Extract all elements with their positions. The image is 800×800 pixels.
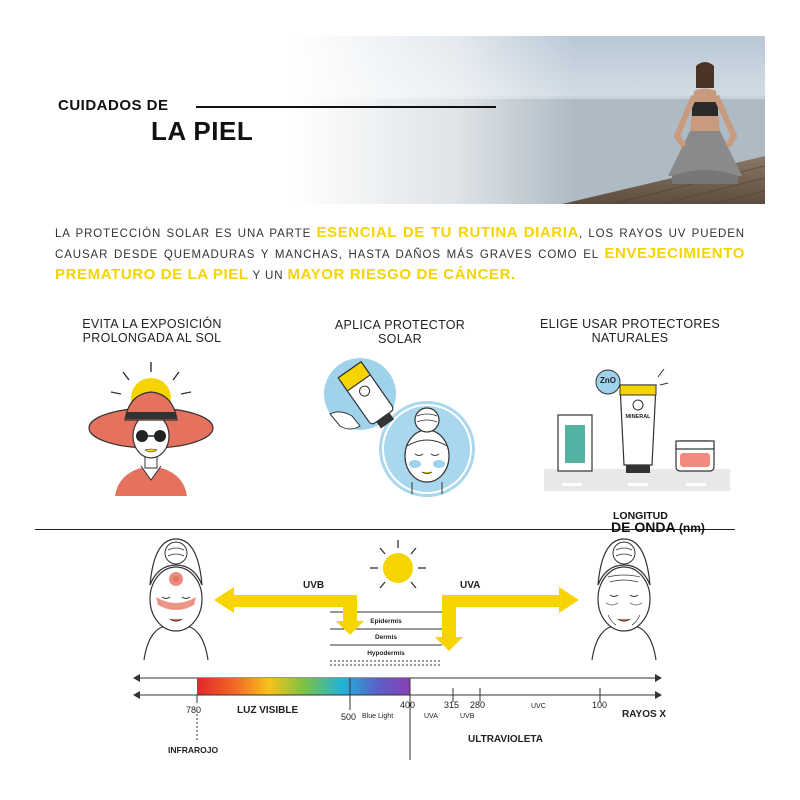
layer-hypodermis: Hypodermis [367,650,405,657]
tip-2-line-2: SOLAR [378,332,422,346]
tick-280: 280 [470,700,486,710]
tip-1-title [62,317,242,345]
label-ultravioleta: ULTRAVIOLETA [468,734,543,745]
zno-label: ZnO [600,376,616,385]
uva-label: UVA [460,580,481,591]
intro-text-1: LA PROTECCIÓN SOLAR ES UNA PARTE [55,228,317,240]
label-uva-small: UVA [424,713,438,720]
intro-paragraph [55,223,745,286]
tip-3-line-1: ELIGE USAR PROTECTORES [539,317,721,331]
layer-epidermis: Epidermis [370,618,402,625]
tip-3-line-2: NATURALES [591,331,669,345]
intro-text-3: Y UN [248,270,288,282]
layer-dermis: Dermis [374,634,398,641]
title-line-2: LA PIEL [151,116,254,146]
label-uvb-small: UVB [460,713,475,720]
label-blue-light: Blue Light [362,713,394,720]
tip-1-line-1: EVITA LA EXPOSICIÓN [82,317,222,331]
natural-products-icon [540,365,732,495]
tip-2-line-1: APLICA PROTECTOR [334,318,466,332]
uv-penetration-diagram [210,585,585,670]
tick-100: 100 [592,700,608,710]
intro-highlight-1: ESENCIAL DE TU RUTINA DIARIA [316,224,579,241]
tip-3-title [530,317,730,345]
uvb-damaged-face-icon [140,535,212,660]
tick-400: 400 [400,700,416,710]
title-line-1: CUIDADOS DE [58,97,169,114]
wavelength-title-text: DE ONDA [611,519,676,535]
tip-2-title [310,318,490,346]
intro-highlight-2: ENVEJECIMIENTO PREMATURO DE LA PIEL [55,245,745,283]
label-luz-visible: LUZ VISIBLE [237,705,299,716]
sun-hat-woman-icon [85,358,215,496]
wavelength-unit: (nm) [678,521,705,535]
intro-text-2: , LOS RAYOS UV PUEDEN CAUSAR DESDE QUEMADURAS Y MANCHAS, HASTA DAÑOS MÁS GRAVES COMO EL [55,228,745,261]
label-infrarojo: INFRAROJO [168,745,219,755]
uva-aged-face-icon [588,535,660,660]
wavelength-title-line-1: LONGITUD [613,510,668,522]
tick-315: 315 [444,700,460,710]
title-underline [196,106,496,108]
apply-sunscreen-icon [320,354,480,499]
intro-highlight-3: MAYOR RIESGO DE CÁNCER. [287,266,516,283]
tip-1-line-2: PROLONGADA AL SOL [82,331,222,345]
tick-500: 500 [341,712,357,722]
tick-780: 780 [186,705,202,715]
wavelength-title-line-2 [611,519,705,535]
label-rayos-x: RAYOS X [622,709,667,720]
label-uvc-small: UVC [531,703,546,710]
uvb-label: UVB [303,580,325,591]
header-photo-yoga [292,36,765,204]
mineral-label: MINERAL [625,414,651,420]
